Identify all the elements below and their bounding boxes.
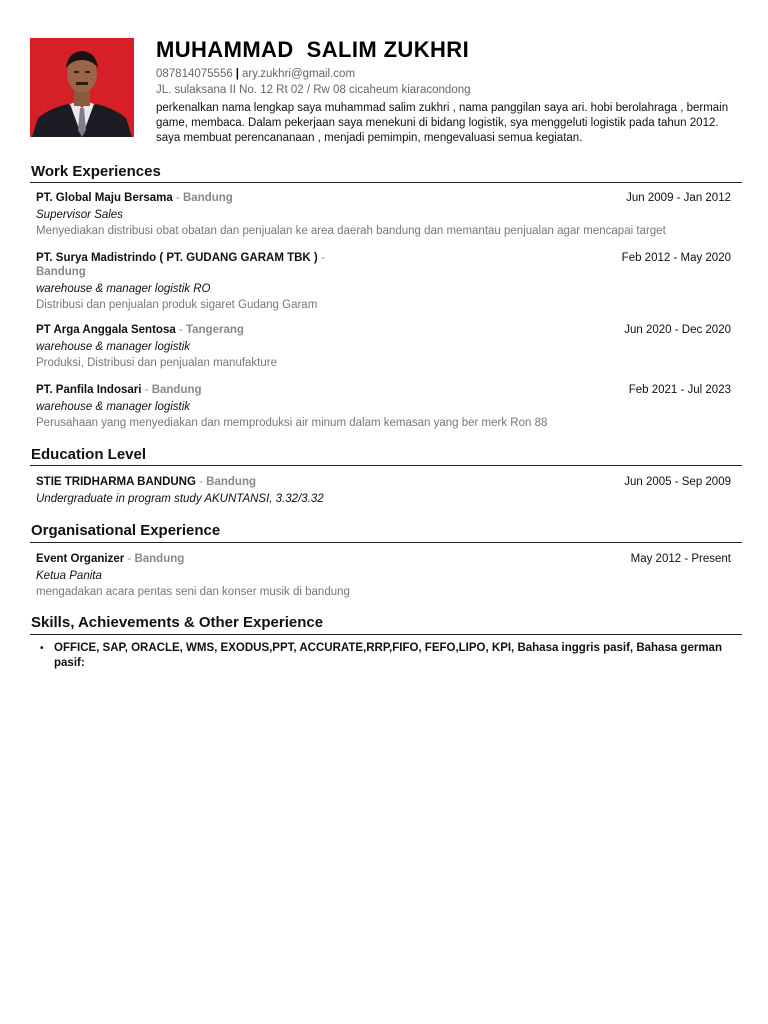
- entry-description: mengadakan acara pentas seni dan konser musik di bandung: [36, 586, 350, 598]
- education-entry: [36, 475, 731, 506]
- contact-separator: |: [235, 68, 239, 80]
- entry-organization: PT Arga Anggala Sentosa: [36, 324, 176, 336]
- applicant-name: MUHAMMAD SALIM ZUKHRI: [156, 37, 470, 62]
- entry-location: Bandung: [183, 192, 233, 204]
- entry-location: Bandung: [36, 266, 86, 278]
- entry-heading: [36, 552, 731, 566]
- work-entry: [36, 251, 731, 312]
- entry-organization: Event Organizer: [36, 553, 125, 565]
- entry-dash: -: [141, 384, 152, 396]
- section-title-education: Education Level: [31, 446, 147, 463]
- entry-description: Perusahaan yang menyediakan dan memproduksi air minum dalam kemasan yang ber merk Ron 88: [36, 417, 548, 429]
- entry-date: Jun 2005 - Sep 2009: [624, 476, 731, 488]
- entry-dash: -: [195, 476, 207, 488]
- entry-heading: [36, 383, 731, 397]
- entry-role: Undergraduate in program study AKUNTANSI, 3.32/3.32: [36, 493, 324, 505]
- profile-photo: [30, 38, 134, 137]
- entry-location: Bandung: [134, 553, 185, 565]
- entry-heading: [36, 251, 731, 279]
- entry-role: warehouse & manager logistik: [36, 341, 191, 353]
- section-title-organisational: Organisational Experience: [31, 522, 221, 539]
- entry-dash: -: [175, 324, 186, 336]
- entry-description: Produksi, Distribusi dan penjualan manufakture: [36, 357, 277, 369]
- entry-location: Bandung: [206, 476, 256, 488]
- section-divider: [30, 542, 742, 543]
- about-summary: perkenalkan nama lengkap saya muhammad salim zukhri , nama panggilan saya ari. hobi berolahraga , bermain game, membaca. Dalam pekerjaan saya menekuni di bidang logistik, sya menggeluti logistik pada tahun 2012. saya membuat perencananaan , menjadi pemimpin, mengevaluasi semua kegiatan.: [156, 102, 729, 144]
- entry-heading: [36, 323, 731, 337]
- entry-heading: [36, 475, 731, 489]
- entry-organization: PT. Panfila Indosari: [36, 384, 142, 396]
- entry-dash: -: [317, 252, 325, 264]
- phone-number: 087814075556: [156, 68, 233, 80]
- entry-organization: PT. Surya Madistrindo ( PT. GUDANG GARAM TBK ): [36, 252, 318, 264]
- entry-dash: -: [172, 192, 183, 204]
- section-title-skills: Skills, Achievements & Other Experience: [31, 614, 324, 631]
- entry-description: Menyediakan distribusi obat obatan dan penjualan ke area daerah bandung dan memantau penjualan agar mencapai target: [36, 225, 666, 237]
- entry-date: Jun 2009 - Jan 2012: [626, 192, 731, 204]
- section-divider: [30, 634, 742, 635]
- work-entry: [36, 323, 731, 370]
- section-divider: [30, 465, 742, 466]
- entry-description: Distribusi dan penjualan produk sigaret Gudang Garam: [36, 299, 318, 311]
- entry-dash: -: [124, 553, 135, 565]
- entry-date: Jun 2020 - Dec 2020: [624, 324, 731, 336]
- entry-organization: STIE TRIDHARMA BANDUNG: [36, 476, 196, 488]
- entry-role: warehouse & manager logistik: [36, 401, 191, 413]
- entry-organization: PT. Global Maju Bersama: [36, 192, 173, 204]
- contact-line: [156, 68, 355, 80]
- work-entry: [36, 191, 731, 238]
- entry-location: Tangerang: [185, 324, 244, 336]
- skills-list-item: OFFICE, SAP, ORACLE, WMS, EXODUS,PPT, ACCURATE,RRP,FIFO, FEFO,LIPO, KPI, Bahasa inggris pasif, Bahasa german pasif:: [54, 642, 722, 669]
- work-entry: [36, 383, 731, 430]
- section-divider: [30, 182, 742, 183]
- entry-heading: [36, 191, 731, 205]
- bullet-icon: •: [40, 643, 44, 654]
- section-title-work: Work Experiences: [31, 163, 161, 180]
- entry-role: Ketua Panita: [36, 570, 102, 582]
- home-address: JL. sulaksana II No. 12 Rt 02 / Rw 08 cicaheum kiaracondong: [156, 84, 471, 96]
- email-address[interactable]: ary.zukhri@gmail.com: [241, 68, 356, 80]
- entry-role: warehouse & manager logistik RO: [36, 283, 211, 295]
- organisational-entry: [36, 552, 731, 599]
- entry-role: Supervisor Sales: [36, 209, 123, 221]
- entry-date: Feb 2021 - Jul 2023: [628, 384, 731, 396]
- entry-date: May 2012 - Present: [630, 553, 731, 565]
- entry-location: Bandung: [151, 384, 202, 396]
- skills-list: [40, 641, 740, 671]
- entry-date: Feb 2012 - May 2020: [621, 252, 731, 264]
